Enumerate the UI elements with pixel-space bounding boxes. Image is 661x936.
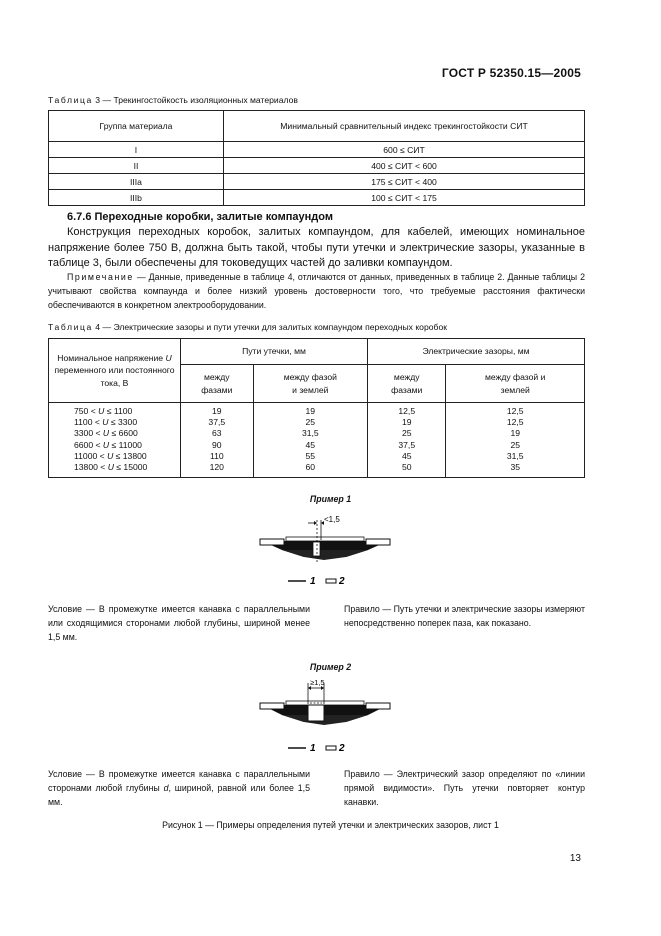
example1-diagram — [250, 510, 400, 590]
condition-var: d — [163, 783, 169, 793]
voltage-var: U — [102, 417, 109, 428]
voltage-var: U — [107, 462, 114, 473]
table3-cell: 100 ≤ СИТ < 175 — [224, 190, 585, 206]
table4-value: 25 — [305, 417, 316, 428]
voltage-high: ≤ 11000 — [109, 439, 142, 450]
table4-clearance-earth-column — [446, 403, 585, 478]
voltage-low: 1100 < — [74, 417, 103, 428]
table4-header-voltage — [49, 339, 181, 403]
table4-value: 19 — [510, 428, 520, 439]
voltage-low: 13800 < — [74, 462, 108, 473]
voltage-var: U — [107, 450, 114, 461]
table3-caption — [48, 95, 298, 105]
table4-value: 19 — [212, 406, 222, 416]
table4-caption-label: Таблица — [48, 322, 93, 332]
table4-value: 25 — [510, 439, 520, 450]
subheader-line: фазами — [201, 384, 233, 395]
voltage-var: U — [98, 406, 105, 416]
table-row — [49, 174, 585, 190]
example2-diagram — [250, 675, 400, 755]
table4-value: 50 — [401, 462, 412, 473]
example2-rule: Правило — Электрический зазор определяют по «линии прямой видимости». Путь утечки повторяет контур канавки. — [344, 769, 585, 807]
example1-condition: Условие — В промежутке имеется канавка с параллельными или сходящимися сторонами любой глубины, шириной менее 1,5 мм. — [48, 604, 310, 642]
table4-creepage-phases-column — [181, 403, 254, 478]
voltage-high: ≤ 6600 — [109, 428, 138, 439]
voltage-high: ≤ 1100 — [104, 406, 133, 416]
table4-clearance-phases-column — [368, 403, 446, 478]
section-title: 6.7.6 Переходные коробки, залитые компаундом — [67, 211, 333, 223]
voltage-var: U — [102, 428, 110, 439]
table3-header-cti: Минимальный сравнительный индекс трекингостойкости СИТ — [224, 111, 585, 142]
table4-subheader — [253, 365, 367, 403]
example2-condition — [48, 767, 310, 809]
table4-value: 31,5 — [506, 450, 524, 461]
table4-caption-text: 4 — Электрические зазоры и пути утечки для залитых компаундом переходных коробок — [95, 322, 447, 332]
table3-cell: I — [49, 142, 224, 158]
table4-value: 120 — [209, 462, 224, 473]
table4-value: 12,5 — [398, 406, 416, 416]
voltage-range — [74, 417, 177, 428]
example2-dimension: ≥1,5 — [310, 678, 325, 687]
table4 — [48, 338, 585, 478]
table3 — [48, 110, 585, 206]
table4-header-clearance: Электрические зазоры, мм — [368, 339, 585, 365]
table4-value: 45 — [305, 439, 316, 450]
subheader-line: между — [393, 372, 420, 382]
voltage-var: U — [102, 439, 110, 450]
example1-rule: Правило — Путь утечки и электрические зазоры измеряют непосредственно поперек паза, как показано. — [344, 604, 585, 628]
table4-subheader — [368, 365, 446, 403]
example1-dimension: <1,5 — [324, 515, 340, 524]
voltage-range — [74, 428, 177, 439]
subheader-line: между фазой и — [485, 372, 546, 382]
table3-cell: 400 ≤ СИТ < 600 — [224, 158, 585, 174]
table4-voltage-column — [49, 403, 181, 478]
page-number: 13 — [569, 853, 581, 864]
section-body: Конструкция переходных коробок, залитых компаундом, для кабелей, имеющих номинальное напряжение более 750 В, должна быть такой, чтобы пути утечки и электрические зазоры, указанные в таблице 3, были обеспечены для токоведущих частей до заливки компаундом. — [48, 226, 585, 269]
table4-value: 55 — [305, 450, 316, 461]
table4-header-row — [49, 339, 585, 365]
table-row — [49, 158, 585, 174]
table4-caption — [48, 322, 447, 332]
example2-legend-1: 1 — [310, 743, 316, 754]
figure-caption: Рисунок 1 — Примеры определения путей утечки и электрических зазоров, лист 1 — [162, 820, 499, 830]
condition-text: Условие — В промежутке имеется канавка с параллельными сторонами любой глубины — [48, 769, 310, 793]
example2-title: Пример 2 — [309, 662, 352, 672]
note-text: — Данные, приведенные в таблице 4, отличаются от данных, приведенных в таблице 2. Данные таблицы 2 учитывают свойства компаунда и более низкий уровень достоверности того, что требуемые расстояния фактически обеспечиваются в конкретном электрооборудовании. — [48, 272, 585, 311]
table4-value: 31,5 — [301, 428, 319, 439]
document-id: ГОСТ Р 52350.15—2005 — [441, 66, 581, 80]
table4-subheader — [446, 365, 585, 403]
table4-value: 35 — [510, 462, 520, 473]
table-row — [49, 190, 585, 206]
voltage-range — [74, 406, 177, 417]
table4-value: 12,5 — [506, 417, 524, 428]
table4-value: 90 — [212, 439, 222, 450]
header-text: переменного или постоянного тока, В — [54, 365, 175, 388]
table4-value: 45 — [401, 450, 412, 461]
note-label: Примечание — [67, 272, 134, 282]
table4-value: 19 — [401, 417, 412, 428]
voltage-high: ≤ 3300 — [108, 417, 138, 428]
table4-value: 12,5 — [506, 406, 524, 416]
table3-cell: IIIa — [49, 174, 224, 190]
table3-cell: 175 ≤ СИТ < 400 — [224, 174, 585, 190]
example1-legend-1: 1 — [310, 576, 316, 587]
table4-value: 37,5 — [208, 417, 226, 428]
voltage-range — [74, 451, 177, 462]
table4-value: 25 — [401, 428, 412, 439]
voltage-high: ≤ 13800 — [113, 450, 147, 461]
table3-cell: 600 ≤ СИТ — [224, 142, 585, 158]
voltage-range — [74, 462, 177, 473]
subheader-line: между — [203, 372, 230, 382]
subheader-line: землей — [500, 384, 530, 395]
voltage-low: 6600 < — [74, 439, 103, 450]
subheader-line: фазами — [391, 384, 423, 395]
voltage-low: 750 < — [74, 406, 99, 416]
table3-header-group: Группа материала — [49, 111, 224, 142]
table3-caption-label: Таблица — [48, 95, 93, 105]
table4-value: 60 — [305, 462, 316, 473]
table4-value: 110 — [209, 450, 224, 461]
table4-data-row — [49, 403, 585, 478]
example1-legend-2: 2 — [339, 576, 345, 587]
condition-text: , шириной, равной или более 1,5 мм. — [48, 783, 310, 807]
table3-caption-text: 3 — Трекингостойкость изоляционных материалов — [95, 95, 298, 105]
voltage-low: 3300 < — [74, 428, 103, 439]
header-var: U — [165, 352, 172, 363]
section-note — [48, 270, 585, 313]
table3-header-row — [49, 111, 585, 142]
table4-header-creepage: Пути утечки, мм — [181, 339, 368, 365]
table3-cell: II — [49, 158, 224, 174]
table4-value: 19 — [305, 406, 316, 416]
voltage-range — [74, 440, 177, 451]
table4-subheader — [181, 365, 254, 403]
table-row — [49, 142, 585, 158]
header-text: Номинальное напряжение — [57, 352, 164, 363]
voltage-high: ≤ 15000 — [113, 462, 148, 473]
subheader-line: и землей — [292, 384, 329, 395]
subheader-line: между фазой — [283, 372, 337, 382]
table4-value: 37,5 — [398, 439, 416, 450]
example2-legend-2: 2 — [339, 743, 345, 754]
table3-cell: IIIb — [49, 190, 224, 206]
voltage-low: 11000 < — [74, 450, 108, 461]
example1-title: Пример 1 — [309, 494, 352, 504]
table4-value: 63 — [212, 428, 222, 439]
table4-creepage-earth-column — [253, 403, 367, 478]
